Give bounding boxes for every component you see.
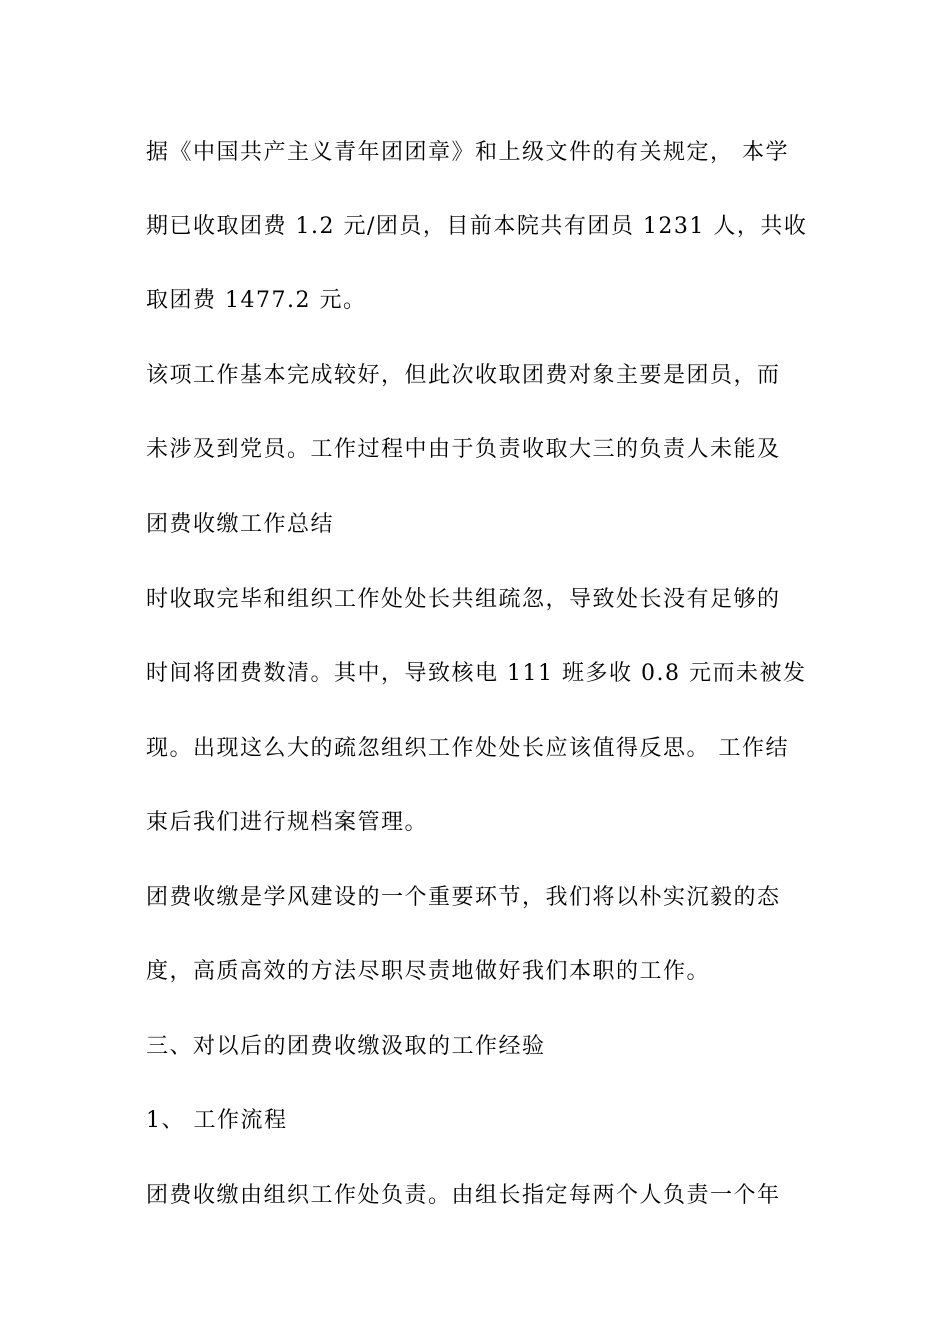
section-title: 团费收缴工作总结 bbox=[146, 512, 335, 537]
paragraph-line: 未涉及到党员。工作过程中由于负责收取大三的负责人未能及 bbox=[146, 437, 781, 462]
paragraph-line: 期已收取团费 1.2 元/团员，目前本院共有团员 1231 人，共收 bbox=[146, 214, 808, 239]
subsection-heading: 1、 工作流程 bbox=[146, 1108, 288, 1133]
paragraph-line: 团费收缴是学风建设的一个重要环节，我们将以朴实沉毅的态 bbox=[146, 885, 781, 910]
paragraph-line: 取团费 1477.2 元。 bbox=[146, 288, 367, 313]
paragraph-line: 团费收缴由组织工作处负责。由组长指定每两个人负责一个年 bbox=[146, 1183, 781, 1208]
paragraph-line: 据《中国共产主义青年团团章》和上级文件的有关规定， 本学 bbox=[146, 140, 789, 165]
paragraph-line: 时间将团费数清。其中，导致核电 111 班多收 0.8 元而未被发 bbox=[146, 661, 807, 686]
paragraph-line: 束后我们进行规档案管理。 bbox=[146, 810, 429, 835]
paragraph-line: 时收取完毕和组织工作处处长共组疏忽，导致处长没有足够的 bbox=[146, 587, 781, 612]
paragraph-line: 现。出现这么大的疏忽组织工作处处长应该值得反思。 工作结 bbox=[146, 736, 789, 761]
paragraph-line: 度，高质高效的方法尽职尽责地做好我们本职的工作。 bbox=[146, 959, 711, 984]
section-heading: 三、对以后的团费收缴汲取的工作经验 bbox=[146, 1034, 546, 1059]
paragraph-line: 该项工作基本完成较好，但此次收取团费对象主要是团员，而 bbox=[146, 363, 781, 388]
